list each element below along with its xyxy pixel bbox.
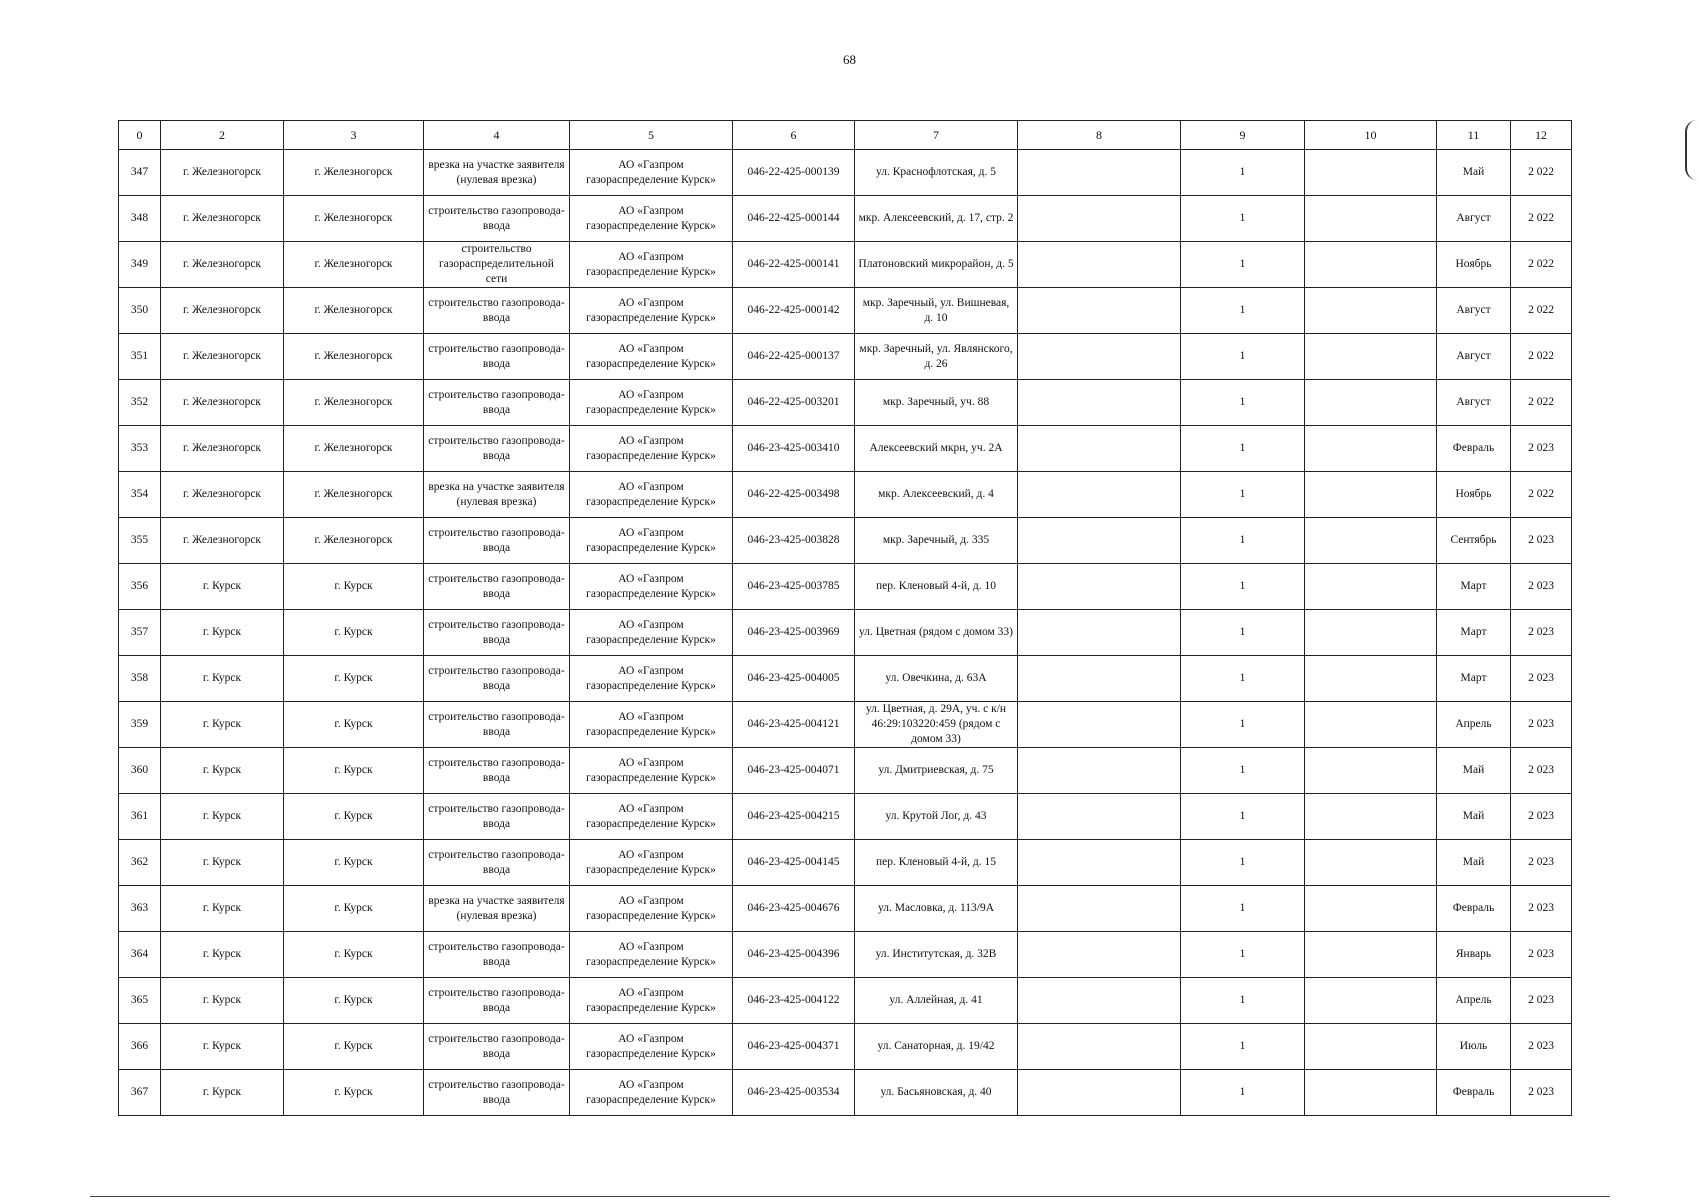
cell-settlement: г. Железногорск	[284, 380, 424, 426]
cell-row-number: 356	[119, 564, 161, 610]
cell-work-type: врезка на участке заявителя (нулевая врезка)	[424, 886, 570, 932]
table-row	[119, 472, 1572, 518]
cell-month: Ноябрь	[1437, 472, 1511, 518]
cell-month: Февраль	[1437, 886, 1511, 932]
cell-row-number: 354	[119, 472, 161, 518]
cell-work-type: строительство газопровода-ввода	[424, 1070, 570, 1116]
column-header: 3	[284, 121, 424, 150]
cell-row-number: 357	[119, 610, 161, 656]
cell-row-number: 367	[119, 1070, 161, 1116]
cell-month: Май	[1437, 794, 1511, 840]
cell-organization: АО «Газпром газораспределение Курск»	[570, 426, 733, 472]
cell-quantity: 1	[1181, 886, 1305, 932]
cell-month: Март	[1437, 564, 1511, 610]
cell-organization: АО «Газпром газораспределение Курск»	[570, 288, 733, 334]
cell-col-10	[1305, 932, 1437, 978]
column-header: 2	[161, 121, 284, 150]
cell-address: ул. Масловка, д. 113/9А	[855, 886, 1018, 932]
cell-tu-number: 046-23-425-004396	[733, 932, 855, 978]
cell-col-8	[1018, 380, 1181, 426]
cell-address: ул. Дмитриевская, д. 75	[855, 748, 1018, 794]
table-row	[119, 702, 1572, 748]
cell-municipality: г. Курск	[161, 932, 284, 978]
cell-municipality: г. Курск	[161, 610, 284, 656]
table-row	[119, 564, 1572, 610]
cell-year: 2 023	[1511, 932, 1572, 978]
cell-row-number: 366	[119, 1024, 161, 1070]
cell-quantity: 1	[1181, 196, 1305, 242]
cell-organization: АО «Газпром газораспределение Курск»	[570, 702, 733, 748]
cell-work-type: строительство газопровода-ввода	[424, 656, 570, 702]
cell-year: 2 023	[1511, 656, 1572, 702]
cell-municipality: г. Курск	[161, 840, 284, 886]
cell-col-10	[1305, 334, 1437, 380]
cell-col-10	[1305, 1070, 1437, 1116]
cell-settlement: г. Курск	[284, 1070, 424, 1116]
cell-year: 2 023	[1511, 840, 1572, 886]
cell-address: мкр. Алексеевский, д. 17, стр. 2	[855, 196, 1018, 242]
cell-organization: АО «Газпром газораспределение Курск»	[570, 610, 733, 656]
cell-col-10	[1305, 380, 1437, 426]
cell-col-8	[1018, 610, 1181, 656]
cell-row-number: 355	[119, 518, 161, 564]
cell-settlement: г. Курск	[284, 794, 424, 840]
cell-quantity: 1	[1181, 518, 1305, 564]
cell-row-number: 348	[119, 196, 161, 242]
column-header: 9	[1181, 121, 1305, 150]
cell-work-type: строительство газопровода-ввода	[424, 196, 570, 242]
cell-col-10	[1305, 840, 1437, 886]
cell-month: Апрель	[1437, 978, 1511, 1024]
cell-organization: АО «Газпром газораспределение Курск»	[570, 518, 733, 564]
cell-col-8	[1018, 150, 1181, 196]
cell-col-10	[1305, 794, 1437, 840]
cell-municipality: г. Железногорск	[161, 518, 284, 564]
cell-work-type: строительство газораспределительной сети	[424, 242, 570, 288]
cell-year: 2 022	[1511, 472, 1572, 518]
cell-col-10	[1305, 978, 1437, 1024]
table-row	[119, 150, 1572, 196]
cell-col-10	[1305, 564, 1437, 610]
table-row	[119, 932, 1572, 978]
table-row	[119, 794, 1572, 840]
cell-month: Март	[1437, 656, 1511, 702]
bottom-rule	[90, 1196, 1610, 1197]
column-header: 12	[1511, 121, 1572, 150]
cell-municipality: г. Железногорск	[161, 288, 284, 334]
cell-organization: АО «Газпром газораспределение Курск»	[570, 1024, 733, 1070]
cell-col-8	[1018, 472, 1181, 518]
cell-row-number: 363	[119, 886, 161, 932]
cell-col-8	[1018, 518, 1181, 564]
cell-col-10	[1305, 610, 1437, 656]
cell-tu-number: 046-23-425-004371	[733, 1024, 855, 1070]
cell-month: Август	[1437, 288, 1511, 334]
cell-work-type: строительство газопровода-ввода	[424, 702, 570, 748]
cell-tu-number: 046-22-425-000141	[733, 242, 855, 288]
cell-settlement: г. Курск	[284, 840, 424, 886]
cell-organization: АО «Газпром газораспределение Курск»	[570, 932, 733, 978]
cell-year: 2 022	[1511, 288, 1572, 334]
cell-tu-number: 046-22-425-000137	[733, 334, 855, 380]
cell-row-number: 349	[119, 242, 161, 288]
cell-col-10	[1305, 426, 1437, 472]
cell-tu-number: 046-23-425-003534	[733, 1070, 855, 1116]
cell-work-type: строительство газопровода-ввода	[424, 932, 570, 978]
cell-month: Май	[1437, 748, 1511, 794]
cell-quantity: 1	[1181, 564, 1305, 610]
column-header: 7	[855, 121, 1018, 150]
cell-col-8	[1018, 334, 1181, 380]
cell-col-10	[1305, 886, 1437, 932]
cell-organization: АО «Газпром газораспределение Курск»	[570, 886, 733, 932]
cell-year: 2 022	[1511, 196, 1572, 242]
cell-row-number: 360	[119, 748, 161, 794]
cell-quantity: 1	[1181, 1024, 1305, 1070]
cell-col-10	[1305, 702, 1437, 748]
cell-address: мкр. Заречный, д. 335	[855, 518, 1018, 564]
cell-quantity: 1	[1181, 794, 1305, 840]
cell-tu-number: 046-22-425-000144	[733, 196, 855, 242]
cell-tu-number: 046-23-425-004145	[733, 840, 855, 886]
table-row	[119, 1024, 1572, 1070]
cell-settlement: г. Железногорск	[284, 196, 424, 242]
table-row	[119, 840, 1572, 886]
cell-quantity: 1	[1181, 472, 1305, 518]
cell-organization: АО «Газпром газораспределение Курск»	[570, 334, 733, 380]
cell-tu-number: 046-23-425-004121	[733, 702, 855, 748]
cell-quantity: 1	[1181, 748, 1305, 794]
cell-tu-number: 046-22-425-000139	[733, 150, 855, 196]
cell-year: 2 022	[1511, 242, 1572, 288]
table-row	[119, 656, 1572, 702]
cell-col-8	[1018, 748, 1181, 794]
table-row	[119, 334, 1572, 380]
cell-quantity: 1	[1181, 426, 1305, 472]
cell-settlement: г. Курск	[284, 656, 424, 702]
cell-quantity: 1	[1181, 242, 1305, 288]
table-row	[119, 886, 1572, 932]
table-row	[119, 242, 1572, 288]
cell-organization: АО «Газпром газораспределение Курск»	[570, 1070, 733, 1116]
cell-work-type: строительство газопровода-ввода	[424, 518, 570, 564]
cell-work-type: строительство газопровода-ввода	[424, 334, 570, 380]
cell-col-8	[1018, 1070, 1181, 1116]
cell-year: 2 023	[1511, 1024, 1572, 1070]
cell-settlement: г. Железногорск	[284, 242, 424, 288]
table-row	[119, 610, 1572, 656]
cell-quantity: 1	[1181, 610, 1305, 656]
column-header: 4	[424, 121, 570, 150]
cell-work-type: строительство газопровода-ввода	[424, 288, 570, 334]
cell-settlement: г. Железногорск	[284, 288, 424, 334]
cell-month: Май	[1437, 840, 1511, 886]
cell-municipality: г. Курск	[161, 702, 284, 748]
cell-address: ул. Цветная, д. 29А, уч. с к/н 46:29:103220:459 (рядом с домом 33)	[855, 702, 1018, 748]
cell-municipality: г. Железногорск	[161, 150, 284, 196]
cell-address: мкр. Заречный, ул. Являнского, д. 26	[855, 334, 1018, 380]
cell-municipality: г. Курск	[161, 656, 284, 702]
cell-organization: АО «Газпром газораспределение Курск»	[570, 380, 733, 426]
cell-work-type: строительство газопровода-ввода	[424, 978, 570, 1024]
cell-address: ул. Аллейная, д. 41	[855, 978, 1018, 1024]
cell-col-8	[1018, 242, 1181, 288]
cell-col-10	[1305, 748, 1437, 794]
cell-settlement: г. Железногорск	[284, 518, 424, 564]
cell-organization: АО «Газпром газораспределение Курск»	[570, 794, 733, 840]
cell-col-8	[1018, 840, 1181, 886]
cell-col-8	[1018, 656, 1181, 702]
table-row	[119, 196, 1572, 242]
cell-month: Август	[1437, 196, 1511, 242]
registry-body	[119, 150, 1572, 1116]
cell-quantity: 1	[1181, 978, 1305, 1024]
cell-address: пер. Кленовый 4-й, д. 10	[855, 564, 1018, 610]
cell-row-number: 365	[119, 978, 161, 1024]
cell-quantity: 1	[1181, 656, 1305, 702]
cell-quantity: 1	[1181, 288, 1305, 334]
column-header: 5	[570, 121, 733, 150]
cell-settlement: г. Железногорск	[284, 472, 424, 518]
cell-settlement: г. Курск	[284, 1024, 424, 1070]
cell-organization: АО «Газпром газораспределение Курск»	[570, 150, 733, 196]
cell-year: 2 023	[1511, 610, 1572, 656]
cell-settlement: г. Курск	[284, 886, 424, 932]
cell-organization: АО «Газпром газораспределение Курск»	[570, 564, 733, 610]
cell-year: 2 023	[1511, 1070, 1572, 1116]
cell-row-number: 362	[119, 840, 161, 886]
cell-municipality: г. Железногорск	[161, 472, 284, 518]
cell-address: ул. Цветная (рядом с домом 33)	[855, 610, 1018, 656]
cell-tu-number: 046-23-425-003969	[733, 610, 855, 656]
cell-col-8	[1018, 196, 1181, 242]
cell-col-8	[1018, 564, 1181, 610]
cell-organization: АО «Газпром газораспределение Курск»	[570, 978, 733, 1024]
cell-municipality: г. Курск	[161, 978, 284, 1024]
cell-col-8	[1018, 288, 1181, 334]
cell-month: Август	[1437, 380, 1511, 426]
cell-work-type: строительство газопровода-ввода	[424, 426, 570, 472]
cell-month: Февраль	[1437, 426, 1511, 472]
cell-address: пер. Кленовый 4-й, д. 15	[855, 840, 1018, 886]
cell-municipality: г. Железногорск	[161, 380, 284, 426]
cell-year: 2 023	[1511, 564, 1572, 610]
table-row	[119, 978, 1572, 1024]
cell-settlement: г. Курск	[284, 748, 424, 794]
cell-settlement: г. Курск	[284, 932, 424, 978]
cell-quantity: 1	[1181, 1070, 1305, 1116]
table-row	[119, 1070, 1572, 1116]
table-row	[119, 380, 1572, 426]
cell-tu-number: 046-22-425-003201	[733, 380, 855, 426]
cell-month: Август	[1437, 334, 1511, 380]
cell-municipality: г. Железногорск	[161, 196, 284, 242]
cell-organization: АО «Газпром газораспределение Курск»	[570, 196, 733, 242]
cell-row-number: 350	[119, 288, 161, 334]
cell-organization: АО «Газпром газораспределение Курск»	[570, 472, 733, 518]
cell-col-8	[1018, 978, 1181, 1024]
cell-year: 2 023	[1511, 702, 1572, 748]
cell-month: Сентябрь	[1437, 518, 1511, 564]
cell-tu-number: 046-22-425-003498	[733, 472, 855, 518]
cell-tu-number: 046-23-425-004005	[733, 656, 855, 702]
cell-settlement: г. Курск	[284, 702, 424, 748]
cell-row-number: 351	[119, 334, 161, 380]
cell-municipality: г. Курск	[161, 886, 284, 932]
table-row	[119, 426, 1572, 472]
cell-col-8	[1018, 794, 1181, 840]
cell-row-number: 364	[119, 932, 161, 978]
cell-settlement: г. Курск	[284, 978, 424, 1024]
cell-month: Апрель	[1437, 702, 1511, 748]
cell-municipality: г. Курск	[161, 1024, 284, 1070]
cell-quantity: 1	[1181, 150, 1305, 196]
cell-tu-number: 046-23-425-004071	[733, 748, 855, 794]
header-row	[119, 121, 1572, 150]
cell-month: Март	[1437, 610, 1511, 656]
cell-organization: АО «Газпром газораспределение Курск»	[570, 748, 733, 794]
cell-tu-number: 046-23-425-004122	[733, 978, 855, 1024]
column-header: 11	[1437, 121, 1511, 150]
cell-row-number: 353	[119, 426, 161, 472]
cell-work-type: строительство газопровода-ввода	[424, 380, 570, 426]
scan-edge-mark	[1685, 120, 1697, 180]
cell-tu-number: 046-23-425-003785	[733, 564, 855, 610]
cell-work-type: строительство газопровода-ввода	[424, 840, 570, 886]
cell-tu-number: 046-23-425-003828	[733, 518, 855, 564]
cell-address: ул. Институтская, д. 32В	[855, 932, 1018, 978]
cell-quantity: 1	[1181, 932, 1305, 978]
cell-month: Май	[1437, 150, 1511, 196]
cell-municipality: г. Железногорск	[161, 334, 284, 380]
cell-work-type: строительство газопровода-ввода	[424, 564, 570, 610]
cell-work-type: строительство газопровода-ввода	[424, 748, 570, 794]
cell-municipality: г. Железногорск	[161, 426, 284, 472]
cell-quantity: 1	[1181, 840, 1305, 886]
table-row	[119, 518, 1572, 564]
cell-address: ул. Овечкина, д. 63А	[855, 656, 1018, 702]
cell-year: 2 023	[1511, 748, 1572, 794]
table-row	[119, 748, 1572, 794]
cell-address: ул. Санаторная, д. 19/42	[855, 1024, 1018, 1070]
cell-col-10	[1305, 656, 1437, 702]
cell-year: 2 023	[1511, 978, 1572, 1024]
table-row	[119, 288, 1572, 334]
cell-month: Ноябрь	[1437, 242, 1511, 288]
cell-organization: АО «Газпром газораспределение Курск»	[570, 242, 733, 288]
cell-tu-number: 046-23-425-004676	[733, 886, 855, 932]
cell-year: 2 022	[1511, 380, 1572, 426]
cell-row-number: 352	[119, 380, 161, 426]
column-header: 0	[119, 121, 161, 150]
registry-table	[118, 120, 1572, 1116]
cell-month: Январь	[1437, 932, 1511, 978]
cell-address: ул. Крутой Лог, д. 43	[855, 794, 1018, 840]
cell-col-8	[1018, 426, 1181, 472]
cell-organization: АО «Газпром газораспределение Курск»	[570, 840, 733, 886]
cell-year: 2 023	[1511, 426, 1572, 472]
column-header: 6	[733, 121, 855, 150]
cell-col-10	[1305, 242, 1437, 288]
cell-quantity: 1	[1181, 380, 1305, 426]
cell-address: Платоновский микрорайон, д. 5	[855, 242, 1018, 288]
cell-tu-number: 046-23-425-003410	[733, 426, 855, 472]
cell-quantity: 1	[1181, 334, 1305, 380]
cell-col-8	[1018, 1024, 1181, 1070]
cell-col-8	[1018, 886, 1181, 932]
cell-municipality: г. Железногорск	[161, 242, 284, 288]
cell-address: Алексеевский мкрн, уч. 2А	[855, 426, 1018, 472]
cell-address: мкр. Заречный, уч. 88	[855, 380, 1018, 426]
cell-month: Февраль	[1437, 1070, 1511, 1116]
cell-work-type: врезка на участке заявителя (нулевая врезка)	[424, 472, 570, 518]
cell-col-10	[1305, 150, 1437, 196]
cell-col-10	[1305, 288, 1437, 334]
cell-address: мкр. Заречный, ул. Вишневая, д. 10	[855, 288, 1018, 334]
cell-tu-number: 046-23-425-004215	[733, 794, 855, 840]
cell-tu-number: 046-22-425-000142	[733, 288, 855, 334]
column-header: 8	[1018, 121, 1181, 150]
cell-year: 2 023	[1511, 518, 1572, 564]
cell-row-number: 359	[119, 702, 161, 748]
cell-municipality: г. Курск	[161, 1070, 284, 1116]
cell-col-10	[1305, 1024, 1437, 1070]
cell-settlement: г. Железногорск	[284, 426, 424, 472]
cell-year: 2 023	[1511, 886, 1572, 932]
cell-month: Июль	[1437, 1024, 1511, 1070]
cell-municipality: г. Курск	[161, 794, 284, 840]
cell-settlement: г. Курск	[284, 564, 424, 610]
cell-row-number: 358	[119, 656, 161, 702]
cell-year: 2 022	[1511, 150, 1572, 196]
cell-settlement: г. Курск	[284, 610, 424, 656]
cell-col-8	[1018, 932, 1181, 978]
cell-row-number: 347	[119, 150, 161, 196]
cell-address: мкр. Алексеевский, д. 4	[855, 472, 1018, 518]
cell-settlement: г. Железногорск	[284, 150, 424, 196]
cell-work-type: строительство газопровода-ввода	[424, 794, 570, 840]
cell-year: 2 022	[1511, 334, 1572, 380]
cell-col-8	[1018, 702, 1181, 748]
cell-quantity: 1	[1181, 702, 1305, 748]
cell-row-number: 361	[119, 794, 161, 840]
cell-col-10	[1305, 518, 1437, 564]
cell-address: ул. Краснофлотская, д. 5	[855, 150, 1018, 196]
cell-address: ул. Басьяновская, д. 40	[855, 1070, 1018, 1116]
column-header: 10	[1305, 121, 1437, 150]
cell-work-type: строительство газопровода-ввода	[424, 610, 570, 656]
cell-year: 2 023	[1511, 794, 1572, 840]
cell-organization: АО «Газпром газораспределение Курск»	[570, 656, 733, 702]
cell-work-type: врезка на участке заявителя (нулевая врезка)	[424, 150, 570, 196]
cell-settlement: г. Железногорск	[284, 334, 424, 380]
cell-municipality: г. Курск	[161, 748, 284, 794]
cell-work-type: строительство газопровода-ввода	[424, 1024, 570, 1070]
cell-col-10	[1305, 196, 1437, 242]
page-number: 68	[843, 52, 856, 67]
cell-municipality: г. Курск	[161, 564, 284, 610]
cell-col-10	[1305, 472, 1437, 518]
